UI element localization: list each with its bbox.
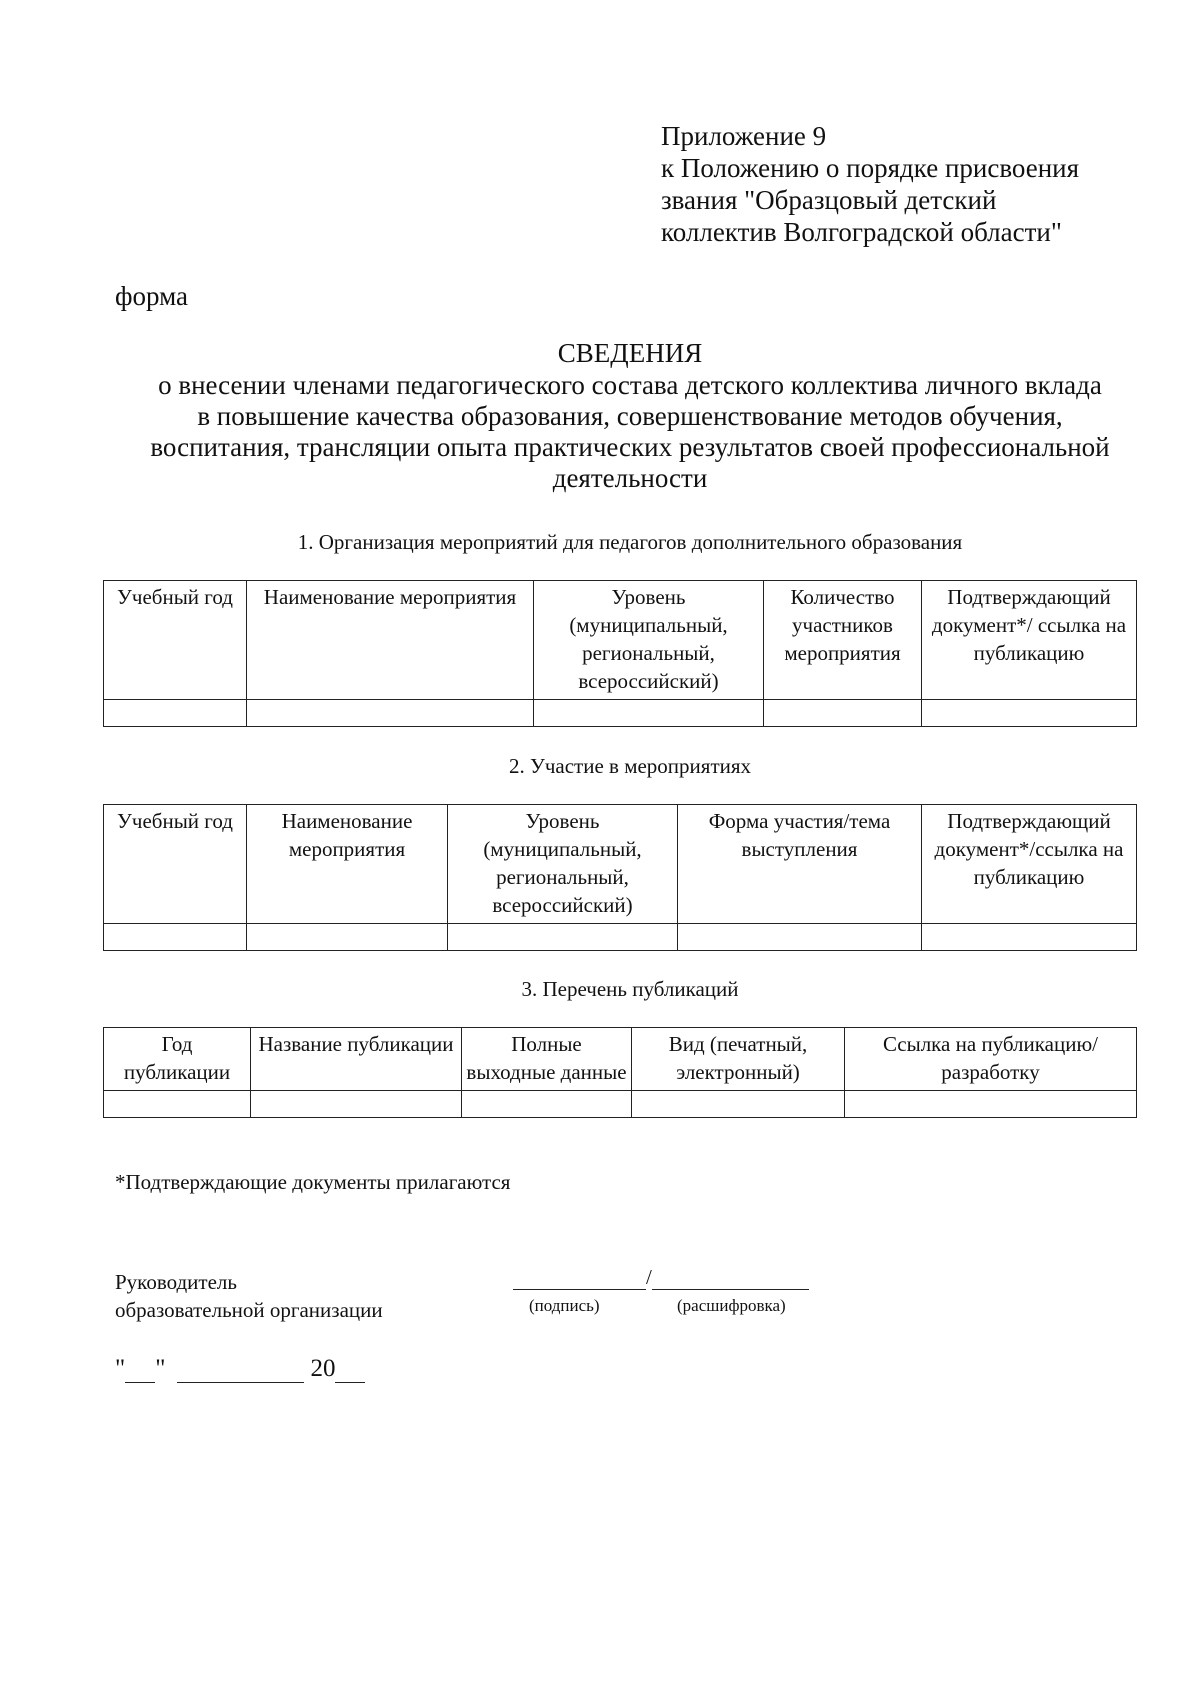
empty-cell[interactable] (922, 700, 1137, 727)
column-header: Название публикации (251, 1028, 462, 1091)
table-header-row (104, 805, 1137, 924)
appendix-line: звания "Образцовый детский (661, 185, 997, 215)
signatory-role (115, 1268, 383, 1324)
empty-cell[interactable] (678, 924, 922, 951)
empty-cell[interactable] (104, 924, 247, 951)
empty-cell[interactable] (922, 924, 1137, 951)
column-header: Форма участия/тема выступления (678, 805, 922, 924)
column-header: Полные выходные данные (462, 1028, 632, 1091)
role-line: Руководитель (115, 1270, 237, 1294)
role-line: образовательной организации (115, 1298, 383, 1322)
section2-title: 2. Участие в мероприятиях (508, 754, 752, 778)
year-field[interactable] (335, 1360, 365, 1383)
column-header: Уровень (муниципальный, региональный, всероссийский) (534, 581, 764, 700)
empty-cell[interactable] (764, 700, 922, 727)
day-field[interactable] (125, 1360, 155, 1383)
table-row (104, 1091, 1137, 1118)
table-header-row (104, 1028, 1137, 1091)
table-row (104, 924, 1137, 951)
empty-cell[interactable] (632, 1091, 845, 1118)
table-header-row (104, 581, 1137, 700)
date-field (115, 1355, 365, 1383)
empty-cell[interactable] (104, 700, 247, 727)
column-header: Наименование мероприятия (247, 581, 534, 700)
appendix-note (661, 120, 1079, 248)
decoding-field[interactable] (652, 1267, 809, 1290)
column-header: Подтверждающий документ*/ ссылка на публикацию (922, 581, 1137, 700)
table-row (104, 700, 1137, 727)
publications-table (103, 1027, 1137, 1118)
section1-title: 1. Организация мероприятий для педагогов дополнительного образования (297, 530, 963, 554)
appendix-line: Приложение 9 (661, 121, 827, 151)
signature-caption: (подпись) (529, 1296, 600, 1315)
empty-cell[interactable] (104, 1091, 251, 1118)
empty-cell[interactable] (251, 1091, 462, 1118)
month-field[interactable] (177, 1360, 304, 1383)
signature-separator: / (646, 1265, 652, 1289)
column-header: Учебный год (104, 805, 247, 924)
footnote: *Подтверждающие документы прилагаются (115, 1170, 511, 1194)
empty-cell[interactable] (247, 924, 448, 951)
date-quote-close: " (155, 1355, 166, 1382)
section3-title: 3. Перечень публикаций (521, 977, 739, 1001)
document-heading (100, 338, 1160, 494)
year-prefix: 20 (310, 1355, 336, 1382)
events-organization-table (103, 580, 1137, 727)
empty-cell[interactable] (448, 924, 678, 951)
heading-line: в повышение качества образования, совершенствование методов обучения, (197, 401, 1063, 431)
empty-cell[interactable] (462, 1091, 632, 1118)
empty-cell[interactable] (534, 700, 764, 727)
appendix-line: коллектив Волгоградской области" (661, 217, 1062, 247)
column-header: Количество участников мероприятия (764, 581, 922, 700)
heading-line: о внесении членами педагогического состава детского коллектива личного вклада (158, 370, 1102, 400)
appendix-line: к Положению о порядке присвоения (661, 153, 1080, 183)
decoding-caption: (расшифровка) (677, 1296, 786, 1315)
column-header: Уровень (муниципальный, региональный, всероссийский) (448, 805, 678, 924)
column-header: Год публикации (104, 1028, 251, 1091)
heading-line: воспитания, трансляции опыта практических результатов своей профессиональной (150, 432, 1110, 462)
empty-cell[interactable] (845, 1091, 1137, 1118)
column-header: Вид (печатный, электронный) (632, 1028, 845, 1091)
column-header: Подтверждающий документ*/ссылка на публикацию (922, 805, 1137, 924)
column-header: Учебный год (104, 581, 247, 700)
column-header: Наименование мероприятия (247, 805, 448, 924)
heading-line: деятельности (552, 463, 708, 493)
date-quote-open: " (115, 1355, 126, 1382)
signature-captions (513, 1296, 809, 1320)
empty-cell[interactable] (247, 700, 534, 727)
signature-block (513, 1262, 809, 1320)
signature-field[interactable] (513, 1267, 646, 1290)
form-label: форма (115, 281, 188, 311)
signature-lines (513, 1262, 809, 1290)
column-header: Ссылка на публикацию/разработку (845, 1028, 1137, 1091)
document-title: СВЕДЕНИЯ (557, 338, 703, 368)
events-participation-table (103, 804, 1137, 951)
